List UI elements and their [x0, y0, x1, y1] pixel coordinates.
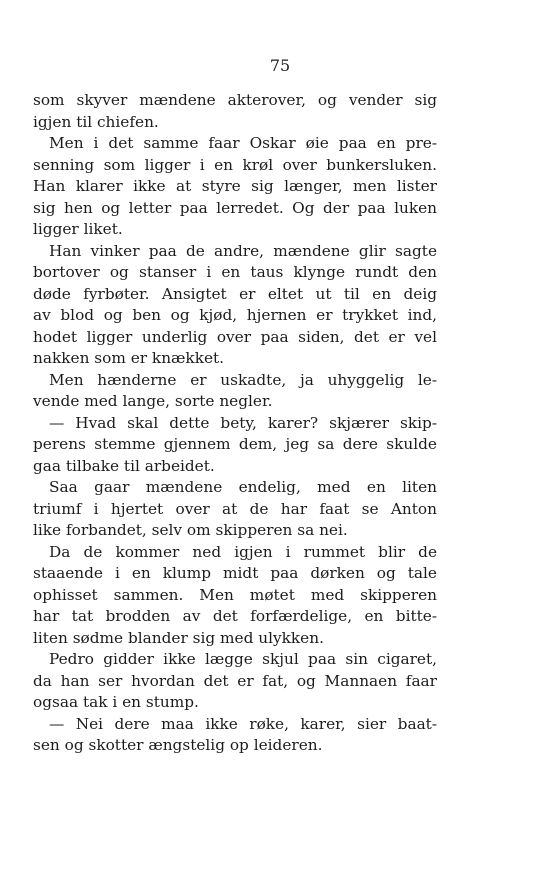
text-line: staaende i en klump midt paa dørken og tale	[33, 564, 437, 582]
text-line: Han vinker paa de andre, mændene glir sagte	[49, 241, 437, 260]
text-line: av blod og ben og kjød, hjernen er trykket ind,	[33, 306, 437, 324]
text-line: Men i det samme faar Oskar øie paa en pre-	[49, 134, 437, 152]
text-line: triumf i hjertet over at de har faat se Anton	[33, 499, 437, 518]
text-line: like forbandet, selv om skipperen sa nei.	[33, 521, 348, 539]
text-line: senning som ligger i en krøl over bunkersluken.	[33, 155, 437, 174]
body-text	[33, 90, 437, 757]
text-line: har tat brodden av det forfærdelige, en bitte-	[33, 607, 437, 625]
page-number: 75	[269, 56, 291, 75]
text-line: Pedro gidder ikke lægge skjul paa sin cigaret,	[49, 650, 437, 668]
text-line: ogsaa tak i en stump.	[33, 693, 199, 711]
text-line: ophisset sammen. Men møtet med skipperen	[33, 585, 437, 604]
text-line: vende med lange, sorte negler.	[33, 392, 273, 410]
text-line: bortover og stanser i en taus klynge rundt den	[33, 263, 437, 281]
text-line: døde fyrbøter. Ansigtet er eltet ut til en deig	[33, 284, 437, 303]
text-line: — Nei dere maa ikke røke, karer, sier baat-	[49, 714, 437, 733]
text-line: Da de kommer ned igjen i rummet blir de	[49, 542, 437, 561]
text-line: perens stemme gjennem dem, jeg sa dere skulde	[33, 435, 437, 453]
text-line: gaa tilbake til arbeidet.	[33, 456, 215, 475]
text-line: — Hvad skal dette bety, karer? skjærer skip-	[49, 413, 437, 432]
text-line: Han klarer ikke at styre sig længer, men lister	[33, 177, 437, 195]
text-line: sig hen og letter paa lerredet. Og der paa luken	[33, 198, 437, 217]
text-line: hodet ligger underlig over paa siden, det er vel	[33, 327, 437, 346]
text-line: sen og skotter ængstelig op leideren.	[33, 736, 323, 754]
text-line: ligger liket.	[33, 220, 123, 238]
text-line: nakken som er knækket.	[33, 349, 225, 367]
text-line: Saa gaar mændene endelig, med en liten	[49, 478, 437, 496]
text-line: Men hænderne er uskadte, ja uhyggelig le-	[49, 370, 437, 389]
text-line: som skyver mændene akterover, og vender sig	[33, 91, 437, 109]
text-line: liten sødme blander sig med ulykken.	[33, 628, 324, 647]
text-line: igjen til chiefen.	[33, 112, 159, 131]
text-line: da han ser hvordan det er fat, og Mannaen faar	[33, 671, 437, 690]
